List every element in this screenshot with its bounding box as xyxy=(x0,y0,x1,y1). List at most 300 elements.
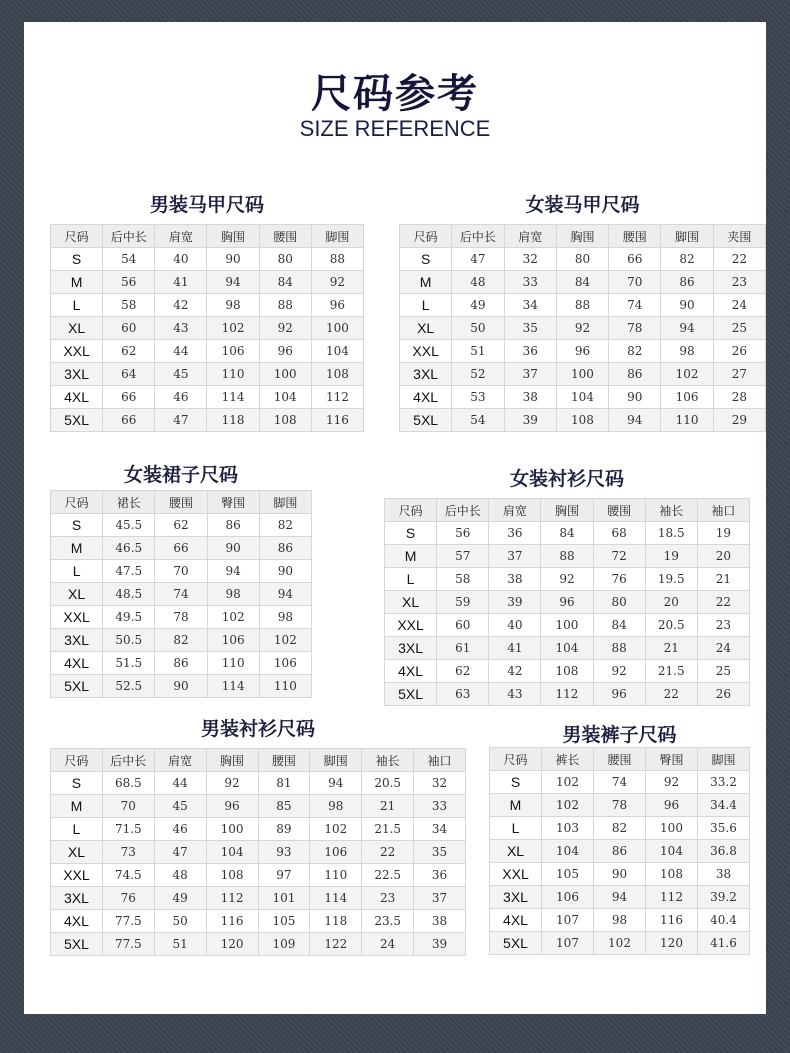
size-cell: L xyxy=(51,294,103,317)
column-header: 尺码 xyxy=(385,499,437,522)
measure-cell: 94 xyxy=(609,409,661,432)
measure-cell: 120 xyxy=(646,932,698,955)
size-cell: 4XL xyxy=(385,660,437,683)
measure-cell: 50 xyxy=(452,317,504,340)
measure-cell: 90 xyxy=(661,294,713,317)
measure-cell: 74.5 xyxy=(102,864,154,887)
measure-cell: 106 xyxy=(207,629,259,652)
column-header: 袖长 xyxy=(362,749,414,772)
measure-cell: 86 xyxy=(207,514,259,537)
measure-cell: 27 xyxy=(713,363,765,386)
measure-cell: 116 xyxy=(206,910,258,933)
size-chart-panel xyxy=(24,22,766,1014)
measure-cell: 21.5 xyxy=(362,818,414,841)
size-cell: XL xyxy=(51,841,103,864)
measure-cell: 33 xyxy=(414,795,466,818)
measure-cell: 35.6 xyxy=(698,817,750,840)
table-row xyxy=(51,910,466,933)
measure-cell: 51.5 xyxy=(103,652,155,675)
measure-cell: 90 xyxy=(207,248,259,271)
measure-cell: 59 xyxy=(437,591,489,614)
column-header: 裤长 xyxy=(542,748,594,771)
measure-cell: 94 xyxy=(310,772,362,795)
measure-cell: 122 xyxy=(310,933,362,956)
measure-cell: 92 xyxy=(259,317,311,340)
measure-cell: 96 xyxy=(646,794,698,817)
table-row xyxy=(51,629,312,652)
measure-cell: 96 xyxy=(259,340,311,363)
measure-cell: 114 xyxy=(207,675,259,698)
table-row xyxy=(490,863,750,886)
size-cell: XXL xyxy=(385,614,437,637)
measure-cell: 76 xyxy=(102,887,154,910)
measure-cell: 68.5 xyxy=(102,772,154,795)
measure-cell: 116 xyxy=(311,409,363,432)
measure-cell: 32 xyxy=(504,248,556,271)
table-row xyxy=(51,317,364,340)
measure-cell: 62 xyxy=(437,660,489,683)
size-cell: XXL xyxy=(51,340,103,363)
measure-cell: 110 xyxy=(207,652,259,675)
measure-cell: 110 xyxy=(259,675,311,698)
measure-cell: 25 xyxy=(697,660,749,683)
measure-cell: 76 xyxy=(593,568,645,591)
size-cell: 5XL xyxy=(385,683,437,706)
measure-cell: 49.5 xyxy=(103,606,155,629)
women-skirt-table xyxy=(50,490,312,698)
table-row xyxy=(51,772,466,795)
table-row xyxy=(51,294,364,317)
measure-cell: 103 xyxy=(542,817,594,840)
measure-cell: 102 xyxy=(542,771,594,794)
measure-cell: 37 xyxy=(504,363,556,386)
header-row xyxy=(490,748,750,771)
size-cell: XL xyxy=(385,591,437,614)
measure-cell: 120 xyxy=(206,933,258,956)
women-shirt-title: 女装衬衫尺码 xyxy=(509,468,624,490)
measure-cell: 94 xyxy=(207,271,259,294)
measure-cell: 108 xyxy=(541,660,593,683)
measure-cell: 57 xyxy=(437,545,489,568)
measure-cell: 77.5 xyxy=(102,910,154,933)
measure-cell: 107 xyxy=(542,909,594,932)
column-header: 后中长 xyxy=(102,749,154,772)
measure-cell: 105 xyxy=(258,910,310,933)
table-row xyxy=(400,271,766,294)
measure-cell: 46.5 xyxy=(103,537,155,560)
measure-cell: 23 xyxy=(697,614,749,637)
table-row xyxy=(400,363,766,386)
column-header: 尺码 xyxy=(51,749,103,772)
table-row xyxy=(490,909,750,932)
measure-cell: 96 xyxy=(593,683,645,706)
measure-cell: 100 xyxy=(556,363,608,386)
measure-cell: 51 xyxy=(154,933,206,956)
measure-cell: 20 xyxy=(697,545,749,568)
measure-cell: 48 xyxy=(452,271,504,294)
size-cell: S xyxy=(400,248,452,271)
column-header: 脚围 xyxy=(259,491,311,514)
measure-cell: 106 xyxy=(661,386,713,409)
column-header: 后中长 xyxy=(437,499,489,522)
column-header: 尺码 xyxy=(400,225,452,248)
measure-cell: 41.6 xyxy=(698,932,750,955)
table-row xyxy=(51,363,364,386)
table-row xyxy=(51,340,364,363)
measure-cell: 40.4 xyxy=(698,909,750,932)
measure-cell: 82 xyxy=(594,817,646,840)
measure-cell: 70 xyxy=(102,795,154,818)
measure-cell: 74 xyxy=(594,771,646,794)
table-row xyxy=(490,817,750,840)
measure-cell: 84 xyxy=(556,271,608,294)
measure-cell: 41 xyxy=(489,637,541,660)
size-cell: XXL xyxy=(400,340,452,363)
measure-cell: 47.5 xyxy=(103,560,155,583)
measure-cell: 42 xyxy=(155,294,207,317)
measure-cell: 88 xyxy=(259,294,311,317)
measure-cell: 39 xyxy=(489,591,541,614)
table-row xyxy=(385,683,750,706)
header-row xyxy=(400,225,766,248)
table-row xyxy=(490,840,750,863)
measure-cell: 82 xyxy=(259,514,311,537)
table-row xyxy=(385,545,750,568)
size-cell: S xyxy=(490,771,542,794)
size-cell: L xyxy=(51,560,103,583)
measure-cell: 112 xyxy=(541,683,593,706)
measure-cell: 36.8 xyxy=(698,840,750,863)
measure-cell: 19 xyxy=(645,545,697,568)
column-header: 腰围 xyxy=(609,225,661,248)
table-row xyxy=(51,537,312,560)
table-row xyxy=(490,886,750,909)
measure-cell: 45 xyxy=(155,363,207,386)
men-vest-title: 男装马甲尺码 xyxy=(149,194,264,216)
measure-cell: 64 xyxy=(103,363,155,386)
measure-cell: 78 xyxy=(609,317,661,340)
measure-cell: 98 xyxy=(207,294,259,317)
table-row xyxy=(490,932,750,955)
size-cell: 4XL xyxy=(51,652,103,675)
measure-cell: 48.5 xyxy=(103,583,155,606)
measure-cell: 112 xyxy=(206,887,258,910)
size-cell: XXL xyxy=(51,606,103,629)
measure-cell: 97 xyxy=(258,864,310,887)
table-row xyxy=(385,614,750,637)
measure-cell: 49 xyxy=(154,887,206,910)
measure-cell: 39.2 xyxy=(698,886,750,909)
measure-cell: 86 xyxy=(594,840,646,863)
size-cell: XXL xyxy=(51,864,103,887)
column-header: 臀围 xyxy=(646,748,698,771)
measure-cell: 84 xyxy=(593,614,645,637)
measure-cell: 23.5 xyxy=(362,910,414,933)
measure-cell: 86 xyxy=(661,271,713,294)
measure-cell: 70 xyxy=(609,271,661,294)
size-cell: L xyxy=(490,817,542,840)
measure-cell: 81 xyxy=(258,772,310,795)
size-cell: 4XL xyxy=(400,386,452,409)
measure-cell: 100 xyxy=(206,818,258,841)
measure-cell: 71.5 xyxy=(102,818,154,841)
measure-cell: 88 xyxy=(593,637,645,660)
measure-cell: 100 xyxy=(311,317,363,340)
measure-cell: 102 xyxy=(207,317,259,340)
measure-cell: 110 xyxy=(207,363,259,386)
column-header: 袖口 xyxy=(697,499,749,522)
column-header: 尺码 xyxy=(51,491,103,514)
size-cell: M xyxy=(51,537,103,560)
column-header: 脚围 xyxy=(698,748,750,771)
size-cell: XL xyxy=(51,317,103,340)
size-cell: 3XL xyxy=(490,886,542,909)
page-subtitle: SIZE REFERENCE xyxy=(299,116,491,141)
size-cell: 3XL xyxy=(385,637,437,660)
measure-cell: 96 xyxy=(541,591,593,614)
measure-cell: 54 xyxy=(103,248,155,271)
column-header: 胸围 xyxy=(207,225,259,248)
measure-cell: 48 xyxy=(154,864,206,887)
measure-cell: 104 xyxy=(206,841,258,864)
table-row xyxy=(400,409,766,432)
measure-cell: 26 xyxy=(697,683,749,706)
measure-cell: 90 xyxy=(609,386,661,409)
measure-cell: 46 xyxy=(155,386,207,409)
measure-cell: 47 xyxy=(452,248,504,271)
measure-cell: 93 xyxy=(258,841,310,864)
measure-cell: 39 xyxy=(504,409,556,432)
measure-cell: 62 xyxy=(103,340,155,363)
measure-cell: 36 xyxy=(414,864,466,887)
measure-cell: 100 xyxy=(259,363,311,386)
measure-cell: 33.2 xyxy=(698,771,750,794)
measure-cell: 26 xyxy=(713,340,765,363)
measure-cell: 34 xyxy=(504,294,556,317)
measure-cell: 58 xyxy=(437,568,489,591)
measure-cell: 102 xyxy=(259,629,311,652)
measure-cell: 82 xyxy=(661,248,713,271)
measure-cell: 24 xyxy=(697,637,749,660)
measure-cell: 49 xyxy=(452,294,504,317)
measure-cell: 88 xyxy=(541,545,593,568)
measure-cell: 92 xyxy=(206,772,258,795)
measure-cell: 66 xyxy=(609,248,661,271)
measure-cell: 21 xyxy=(362,795,414,818)
measure-cell: 20.5 xyxy=(362,772,414,795)
measure-cell: 50 xyxy=(154,910,206,933)
size-cell: XL xyxy=(51,583,103,606)
size-cell: XXL xyxy=(490,863,542,886)
size-cell: L xyxy=(385,568,437,591)
measure-cell: 80 xyxy=(556,248,608,271)
measure-cell: 114 xyxy=(207,386,259,409)
page-title: 尺码参考 xyxy=(311,71,479,117)
table-row xyxy=(51,514,312,537)
column-header: 肩宽 xyxy=(504,225,556,248)
measure-cell: 98 xyxy=(207,583,259,606)
measure-cell: 21.5 xyxy=(645,660,697,683)
measure-cell: 90 xyxy=(594,863,646,886)
measure-cell: 94 xyxy=(259,583,311,606)
measure-cell: 109 xyxy=(258,933,310,956)
size-cell: 3XL xyxy=(51,629,103,652)
measure-cell: 92 xyxy=(311,271,363,294)
column-header: 脚围 xyxy=(311,225,363,248)
measure-cell: 77.5 xyxy=(102,933,154,956)
measure-cell: 98 xyxy=(259,606,311,629)
measure-cell: 116 xyxy=(646,909,698,932)
measure-cell: 90 xyxy=(207,537,259,560)
table-row xyxy=(400,294,766,317)
measure-cell: 66 xyxy=(155,537,207,560)
measure-cell: 58 xyxy=(103,294,155,317)
measure-cell: 107 xyxy=(542,932,594,955)
measure-cell: 96 xyxy=(311,294,363,317)
measure-cell: 105 xyxy=(542,863,594,886)
measure-cell: 94 xyxy=(207,560,259,583)
column-header: 腰围 xyxy=(594,748,646,771)
measure-cell: 96 xyxy=(556,340,608,363)
women-skirt-title: 女装裙子尺码 xyxy=(123,464,238,486)
size-cell: L xyxy=(51,818,103,841)
measure-cell: 112 xyxy=(646,886,698,909)
men-pants-table xyxy=(489,747,750,955)
table-row xyxy=(385,591,750,614)
measure-cell: 54 xyxy=(452,409,504,432)
table-row xyxy=(51,887,466,910)
measure-cell: 40 xyxy=(489,614,541,637)
measure-cell: 45 xyxy=(154,795,206,818)
column-header: 腰围 xyxy=(259,225,311,248)
measure-cell: 20.5 xyxy=(645,614,697,637)
measure-cell: 29 xyxy=(713,409,765,432)
table-row xyxy=(400,248,766,271)
column-header: 尺码 xyxy=(490,748,542,771)
column-header: 脚围 xyxy=(310,749,362,772)
table-row xyxy=(51,795,466,818)
measure-cell: 22 xyxy=(697,591,749,614)
measure-cell: 34.4 xyxy=(698,794,750,817)
table-row xyxy=(385,522,750,545)
measure-cell: 106 xyxy=(542,886,594,909)
measure-cell: 112 xyxy=(311,386,363,409)
column-header: 肩宽 xyxy=(489,499,541,522)
measure-cell: 39 xyxy=(414,933,466,956)
size-cell: 4XL xyxy=(51,910,103,933)
measure-cell: 38 xyxy=(489,568,541,591)
measure-cell: 66 xyxy=(103,386,155,409)
size-cell: 4XL xyxy=(490,909,542,932)
measure-cell: 84 xyxy=(541,522,593,545)
measure-cell: 110 xyxy=(310,864,362,887)
measure-cell: 22 xyxy=(362,841,414,864)
column-header: 腰围 xyxy=(155,491,207,514)
measure-cell: 35 xyxy=(414,841,466,864)
measure-cell: 22 xyxy=(645,683,697,706)
measure-cell: 90 xyxy=(155,675,207,698)
size-cell: 4XL xyxy=(51,386,103,409)
measure-cell: 40 xyxy=(155,248,207,271)
size-cell: S xyxy=(385,522,437,545)
measure-cell: 108 xyxy=(206,864,258,887)
measure-cell: 102 xyxy=(542,794,594,817)
column-header: 肩宽 xyxy=(155,225,207,248)
table-row xyxy=(51,606,312,629)
column-header: 腰围 xyxy=(258,749,310,772)
women-vest-title: 女装马甲尺码 xyxy=(525,194,640,216)
measure-cell: 44 xyxy=(154,772,206,795)
measure-cell: 90 xyxy=(259,560,311,583)
measure-cell: 78 xyxy=(594,794,646,817)
measure-cell: 118 xyxy=(310,910,362,933)
measure-cell: 38 xyxy=(698,863,750,886)
measure-cell: 98 xyxy=(594,909,646,932)
measure-cell: 85 xyxy=(258,795,310,818)
table-row xyxy=(51,675,312,698)
measure-cell: 34 xyxy=(414,818,466,841)
measure-cell: 94 xyxy=(594,886,646,909)
men-pants-title: 男装裤子尺码 xyxy=(562,724,677,746)
size-cell: S xyxy=(51,772,103,795)
column-header: 尺码 xyxy=(51,225,103,248)
men-shirt-table xyxy=(50,748,466,956)
measure-cell: 50.5 xyxy=(103,629,155,652)
measure-cell: 86 xyxy=(609,363,661,386)
measure-cell: 74 xyxy=(609,294,661,317)
size-cell: 5XL xyxy=(490,932,542,955)
measure-cell: 110 xyxy=(661,409,713,432)
measure-cell: 104 xyxy=(311,340,363,363)
table-row xyxy=(400,317,766,340)
measure-cell: 102 xyxy=(207,606,259,629)
measure-cell: 28 xyxy=(713,386,765,409)
measure-cell: 108 xyxy=(556,409,608,432)
measure-cell: 73 xyxy=(102,841,154,864)
measure-cell: 23 xyxy=(713,271,765,294)
size-cell: 5XL xyxy=(51,409,103,432)
table-row xyxy=(385,568,750,591)
men-shirt-title: 男装衬衫尺码 xyxy=(200,718,315,740)
measure-cell: 37 xyxy=(414,887,466,910)
column-header: 胸围 xyxy=(556,225,608,248)
size-cell: L xyxy=(400,294,452,317)
size-cell: 5XL xyxy=(400,409,452,432)
measure-cell: 104 xyxy=(259,386,311,409)
header-row xyxy=(385,499,750,522)
measure-cell: 98 xyxy=(310,795,362,818)
measure-cell: 106 xyxy=(310,841,362,864)
column-header: 脚围 xyxy=(661,225,713,248)
measure-cell: 22 xyxy=(713,248,765,271)
measure-cell: 89 xyxy=(258,818,310,841)
measure-cell: 104 xyxy=(542,840,594,863)
column-header: 臀围 xyxy=(207,491,259,514)
measure-cell: 106 xyxy=(259,652,311,675)
measure-cell: 33 xyxy=(504,271,556,294)
column-header: 后中长 xyxy=(452,225,504,248)
measure-cell: 35 xyxy=(504,317,556,340)
measure-cell: 118 xyxy=(207,409,259,432)
measure-cell: 82 xyxy=(609,340,661,363)
size-cell: XL xyxy=(490,840,542,863)
table-row xyxy=(51,248,364,271)
men-vest-table xyxy=(50,224,364,432)
measure-cell: 84 xyxy=(259,271,311,294)
measure-cell: 101 xyxy=(258,887,310,910)
measure-cell: 46 xyxy=(154,818,206,841)
measure-cell: 86 xyxy=(155,652,207,675)
